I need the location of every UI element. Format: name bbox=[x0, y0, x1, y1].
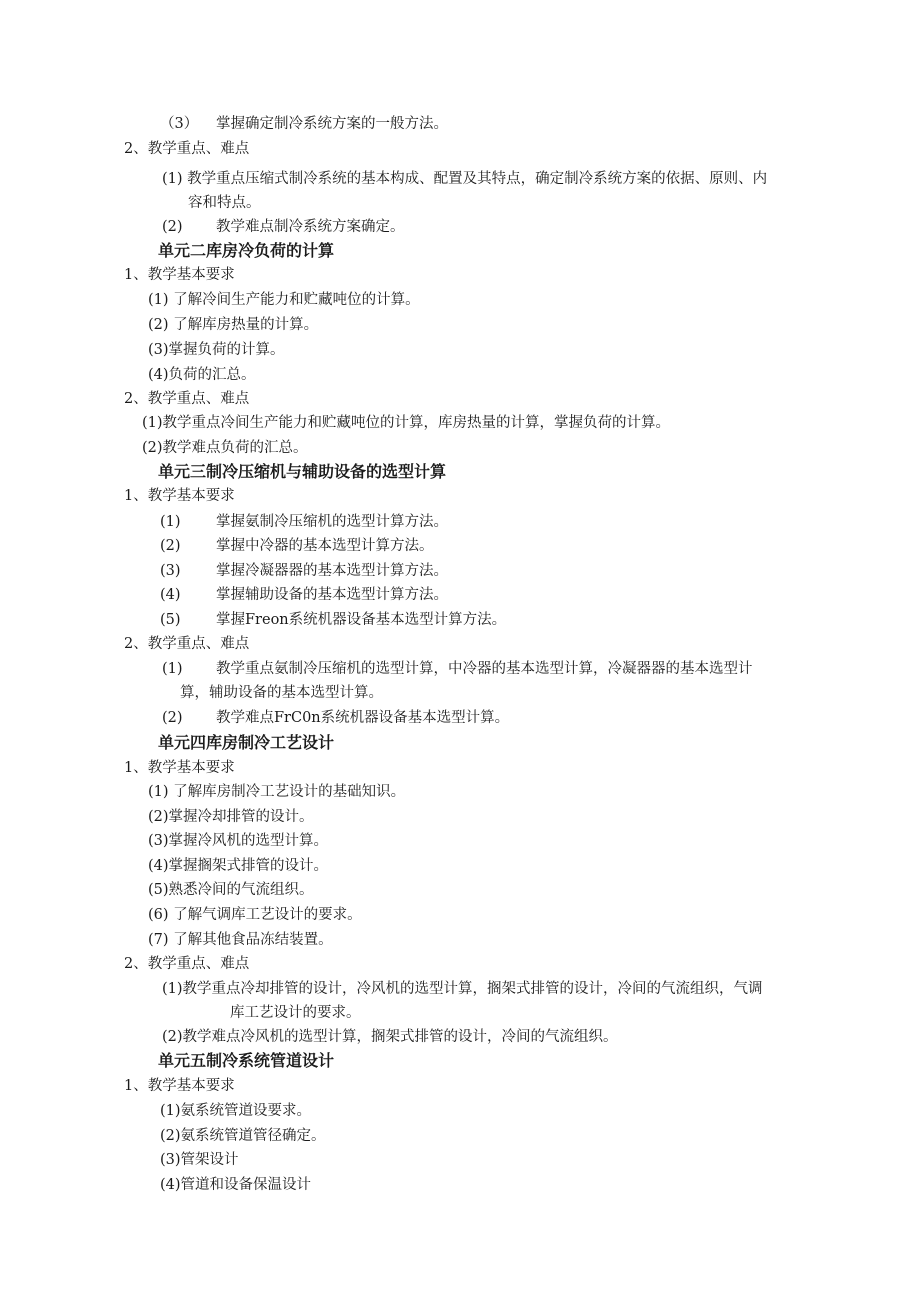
unit3-req-4: (4) 掌握辅助设备的基本选型计算方法。 bbox=[160, 587, 448, 603]
unit3-req-5: (5) 掌握Freon系统机器设备基本选型计算方法。 bbox=[160, 612, 507, 628]
unit2-req-3: (3)掌握负荷的计算。 bbox=[148, 342, 285, 358]
unit2-key-heading: 2、教学重点、难点 bbox=[124, 391, 250, 407]
unit5-req-3: (3)管架设计 bbox=[160, 1152, 239, 1168]
unit1-key-1-line1: (1) 教学重点压缩式制冷系统的基本构成、配置及其特点，确定制冷系统方案的依据、原则、内 bbox=[162, 171, 768, 187]
unit2-req-heading: 1、教学基本要求 bbox=[124, 267, 235, 283]
unit4-req-6: (6) 了解气调库工艺设计的要求。 bbox=[148, 907, 362, 923]
unit4-key-2: (2)教学难点冷风机的选型计算，搁架式排管的设计，冷间的气流组织。 bbox=[162, 1029, 618, 1045]
unit4-req-5: (5)熟悉冷间的气流组织。 bbox=[148, 882, 314, 898]
unit4-key-heading: 2、教学重点、难点 bbox=[124, 956, 250, 972]
unit2-req-2: (2) 了解库房热量的计算。 bbox=[148, 317, 319, 333]
unit4-req-heading: 1、教学基本要求 bbox=[124, 760, 235, 776]
unit3-key-heading: 2、教学重点、难点 bbox=[124, 636, 250, 652]
unit2-title: 单元二库房冷负荷的计算 bbox=[158, 241, 335, 260]
unit1-key-2: (2) 教学难点制冷系统方案确定。 bbox=[162, 219, 405, 235]
unit2-key-2: (2)教学难点负荷的汇总。 bbox=[142, 440, 308, 456]
unit3-key-1-line2: 算，辅助设备的基本选型计算。 bbox=[180, 685, 383, 701]
unit4-key-1-line1: (1)教学重点冷却排管的设计，冷风机的选型计算，搁架式排管的设计，冷间的气流组织，气调 bbox=[162, 981, 763, 997]
unit3-req-heading: 1、教学基本要求 bbox=[124, 488, 235, 504]
unit4-req-7: (7) 了解其他食品冻结装置。 bbox=[148, 932, 333, 948]
unit5-req-4: (4)管道和设备保温设计 bbox=[160, 1177, 312, 1193]
unit5-req-1: (1)氨系统管道设要求。 bbox=[160, 1103, 312, 1119]
unit3-req-2: (2) 掌握中冷器的基本选型计算方法。 bbox=[160, 538, 434, 554]
unit2-req-1: (1) 了解冷间生产能力和贮藏吨位的计算。 bbox=[148, 292, 420, 308]
unit5-req-2: (2)氨系统管道管径确定。 bbox=[160, 1128, 326, 1144]
unit1-key-heading: 2、教学重点、难点 bbox=[124, 141, 250, 157]
unit4-req-3: (3)掌握冷风机的选型计算。 bbox=[148, 833, 329, 849]
unit3-req-3: (3) 掌握冷凝器器的基本选型计算方法。 bbox=[160, 563, 448, 579]
unit4-title: 单元四库房制冷工艺设计 bbox=[158, 733, 335, 752]
unit3-title: 单元三制冷压缩机与辅助设备的选型计算 bbox=[158, 462, 447, 481]
unit2-req-4: (4)负荷的汇总。 bbox=[148, 367, 256, 383]
unit3-key-2: (2) 教学难点FrC0n系统机器设备基本选型计算。 bbox=[162, 710, 510, 726]
unit5-req-heading: 1、教学基本要求 bbox=[124, 1078, 235, 1094]
unit1-req-3: （3） 掌握确定制冷系统方案的一般方法。 bbox=[160, 116, 448, 132]
unit2-key-1: (1)教学重点冷间生产能力和贮藏吨位的计算，库房热量的计算，掌握负荷的计算。 bbox=[142, 415, 671, 431]
unit3-key-1-line1: (1) 教学重点氨制冷压缩机的选型计算，中冷器的基本选型计算，冷凝器器的基本选型计 bbox=[162, 661, 753, 677]
unit5-title: 单元五制冷系统管道设计 bbox=[158, 1051, 335, 1070]
unit3-req-1: (1) 掌握氨制冷压缩机的选型计算方法。 bbox=[160, 514, 448, 530]
unit4-req-4: (4)掌握搁架式排管的设计。 bbox=[148, 858, 329, 874]
unit4-key-1-line2: 库工艺设计的要求。 bbox=[230, 1005, 361, 1021]
unit4-req-1: (1) 了解库房制冷工艺设计的基础知识。 bbox=[148, 784, 406, 800]
unit1-key-1-line2: 容和特点。 bbox=[188, 195, 261, 211]
unit4-req-2: (2)掌握冷却排管的设计。 bbox=[148, 809, 314, 825]
